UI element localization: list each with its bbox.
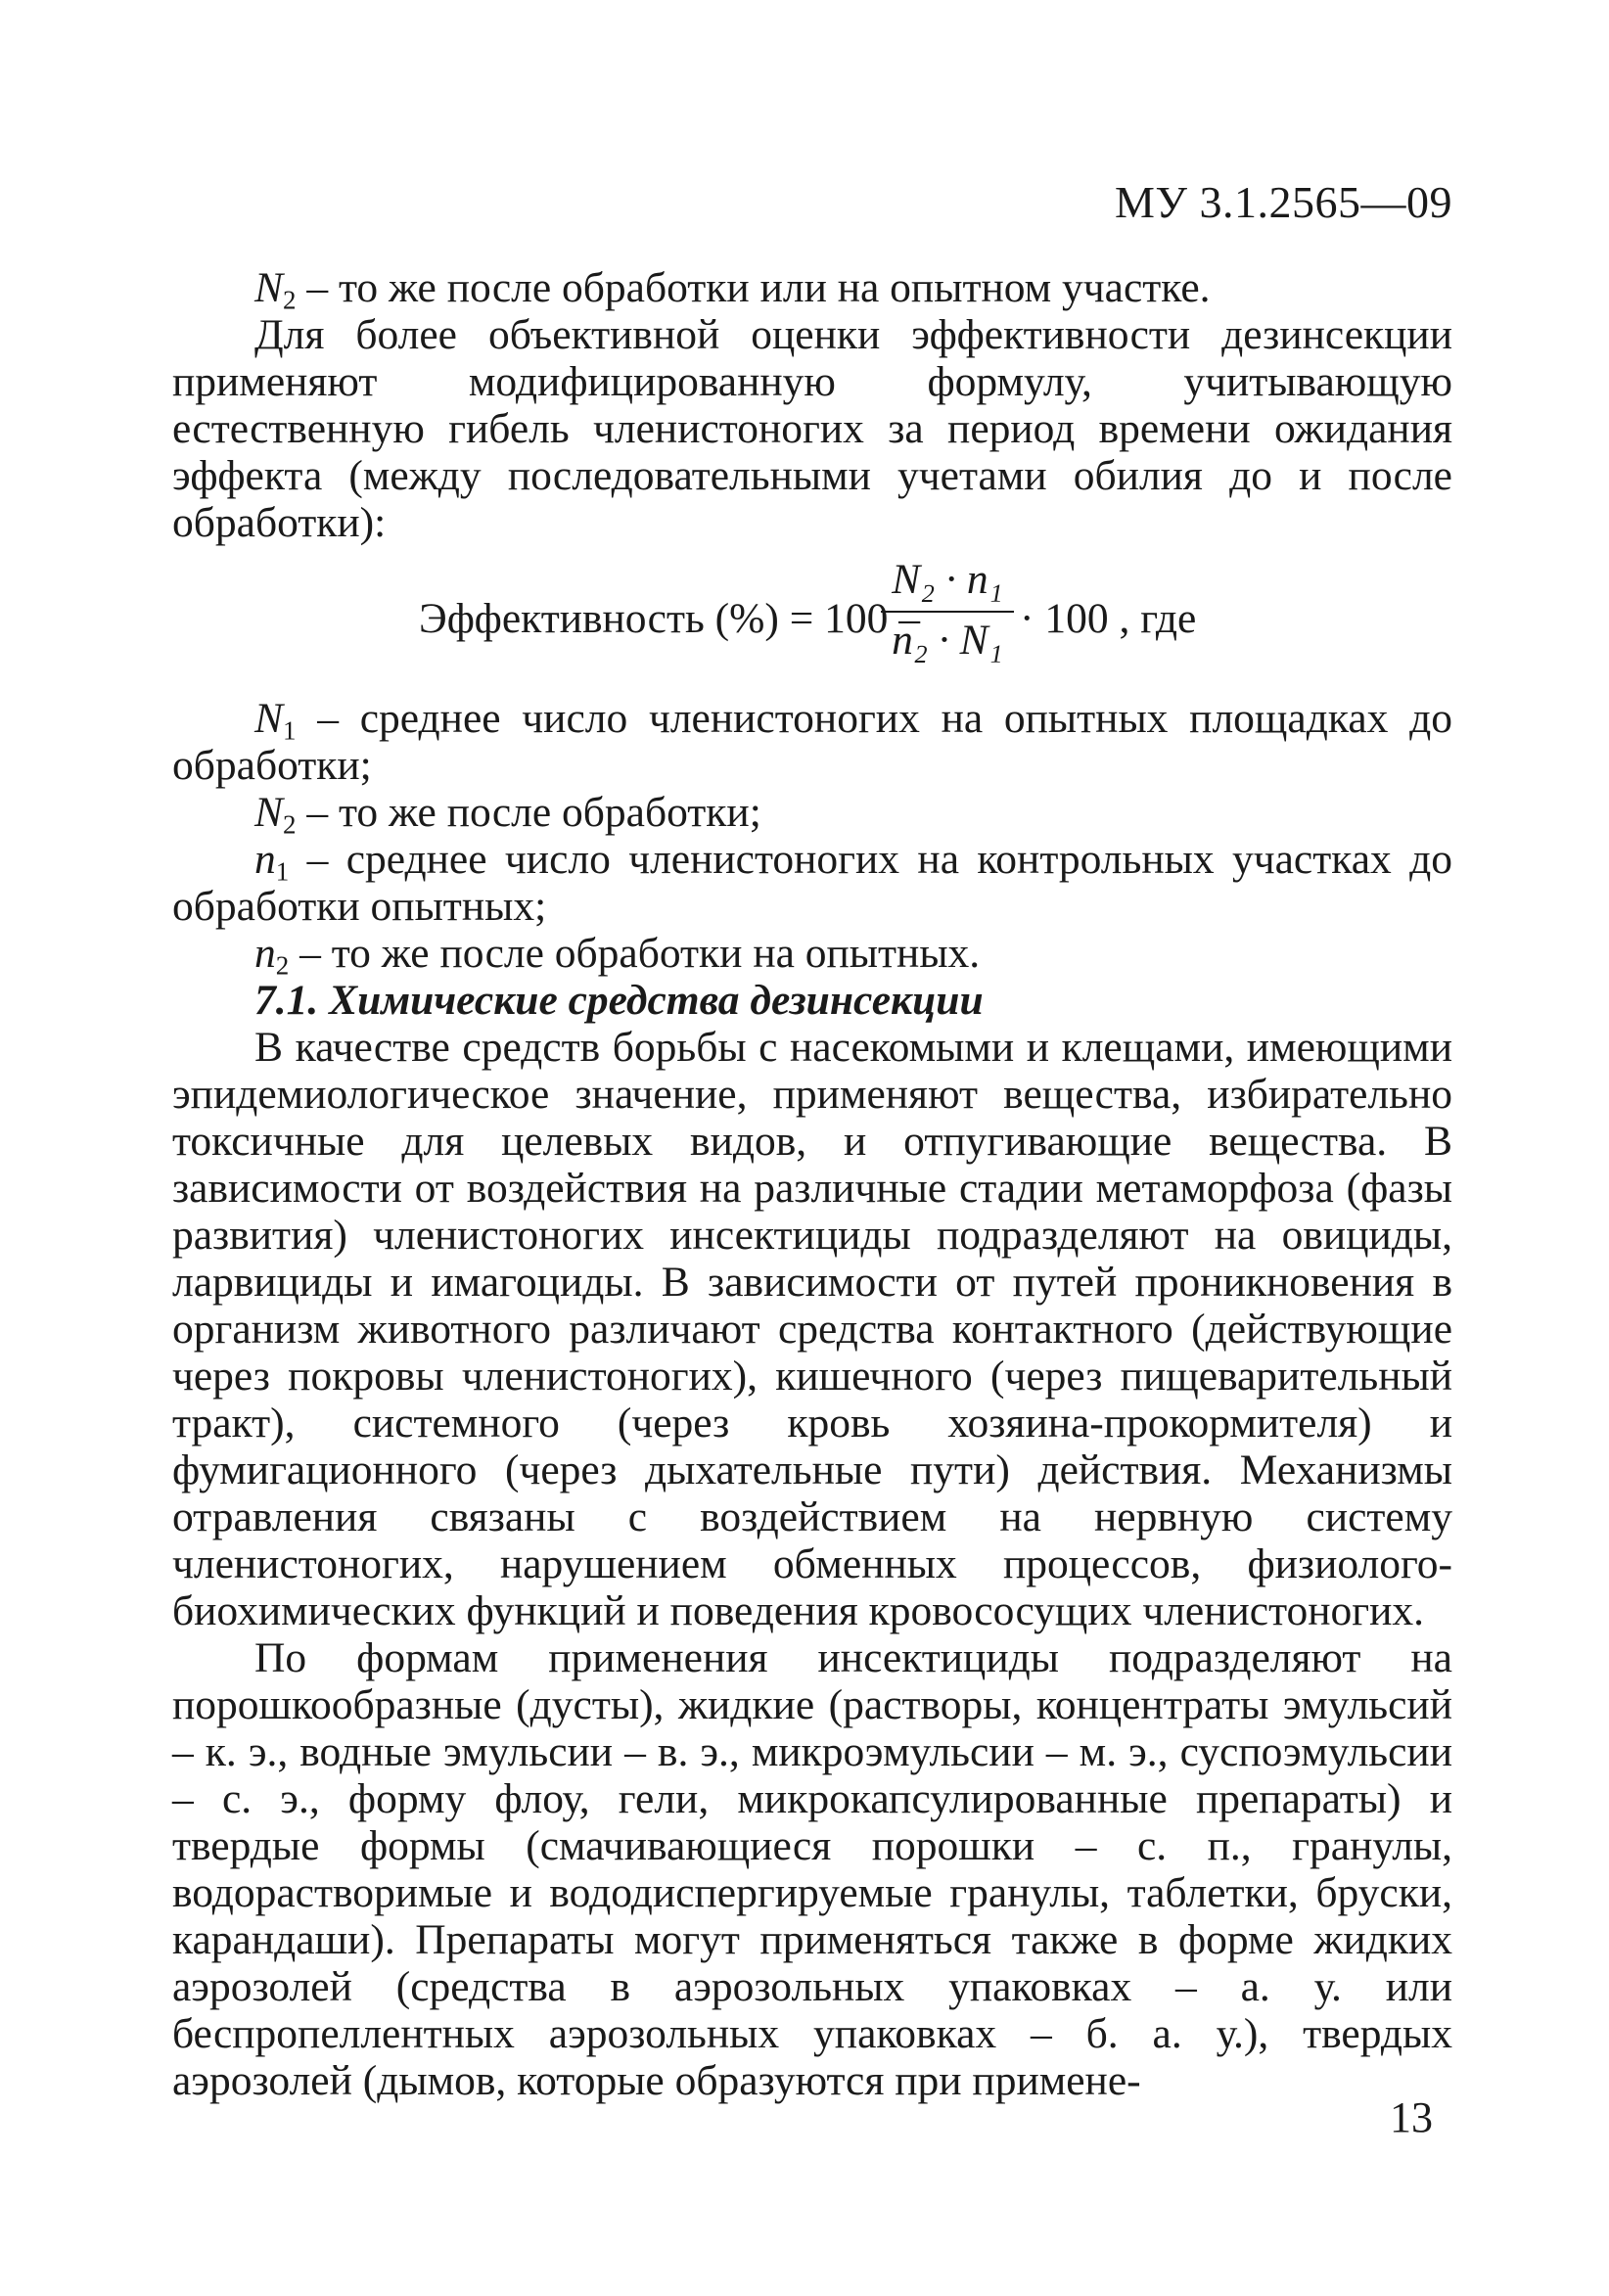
variable-N1: $N_1$: [254, 695, 297, 746]
variable-n2: $n_2$: [254, 930, 290, 981]
variable-N2: $N_2$: [254, 789, 297, 840]
page-body: [172, 264, 1452, 2104]
page-number: 13: [1390, 2093, 1433, 2141]
definition-n1: $n_1$ – среднее число членистоногих на контрольных участках до обработки опытных;: [172, 836, 1452, 930]
definition-N2: $N_2$ – то же после обработки;: [254, 789, 761, 840]
document-code: МУ 3.1.2565—09: [1115, 177, 1452, 227]
paragraph-section-1: В качестве средств борьбы с насекомыми и клещами, имеющими эпидемиологическое значение, применяют вещества, избирательно токсичные для целевых видов, и отпугивающие вещества. В зависимости от воздействия на различные стадии метаморфоза (фазы развития) членистоногих инсектициды подразделяют на овициды, ларвициды и имагоциды. В зависимости от путей проникновения в организм животного различают средства контактного (действующие через покровы членистоногих), кишечного (через пищеварительный тракт), системного (через кровь хозяина-прокормителя) и фумигационного (через дыхательные пути) действия. Механизмы отравления связаны с воздействием на нервную систему членистоногих, нарушением обменных процессов, физиолого-биохимических функций и поведения кровососущих членистоногих.: [172, 1024, 1452, 1634]
definition-N1: $N_1$ – среднее число членистоногих на опытных площадках до обработки;: [172, 695, 1452, 789]
formula-denominator: n₂ · N₁: [892, 617, 1003, 664]
variable-N2: $N_2$: [254, 264, 297, 315]
paragraph-n2-definition-top: $N_2$ – то же после обработки или на опытном участке.: [254, 264, 1211, 315]
efficiency-formula: [172, 556, 1452, 695]
definition-n2: $n_2$ – то же после обработки на опытных.: [254, 930, 981, 981]
variable-n1: $n_1$: [254, 836, 290, 887]
formula-numerator: N₂ · n₁: [892, 556, 1003, 603]
formula-lhs: Эффективность (%) = 100 –: [419, 595, 921, 642]
paragraph-section-2: По формам применения инсектициды подразделяют на порошкообразные (дусты), жидкие (растворы, концентраты эмульсий – к. э., водные эмульсии – в. э., микроэмульсии – м. э., суспоэмульсии – с. э., форму флоу, гели, микрокапсулированные препараты) и твердые формы (смачивающиеся порошки – с. п., гранулы, водорастворимые и вододиспергируемые гранулы, таблетки, бруски, карандаши). Препараты могут применяться также в форме жидких аэрозолей (средства в аэрозольных упаковках – а. у. или беспропеллентных аэрозольных упаковках – б. а. у.), твердых аэрозолей (дымов, которые образуются при примене-: [172, 1634, 1452, 2104]
fraction-bar: [881, 611, 1014, 613]
paragraph-intro-formula: Для более объективной оценки эффективности дезинсекции применяют модифицированную формулу, учитывающую естественную гибель членистоногих за период времени ожидания эффекта (между последовательными учетами обилия до и после обработки):: [172, 311, 1452, 546]
formula-fraction: [881, 556, 1014, 664]
formula-rhs: · 100 , где: [1020, 595, 1197, 642]
section-heading: 7.1. Химические средства дезинсекции: [254, 977, 984, 1024]
